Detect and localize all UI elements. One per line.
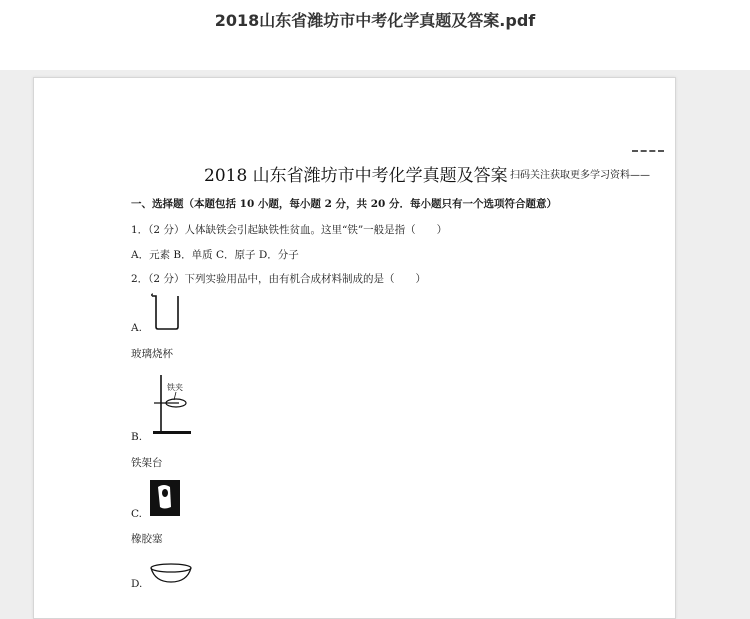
document-title: 2018 山东省潍坊市中考化学真题及答案 [204, 166, 508, 186]
qr-note: 扫码关注获取更多学习资料—— [510, 170, 650, 181]
option-b-letter: B. [131, 431, 143, 443]
header-dash-mark [632, 150, 664, 155]
question-2-stem: 2．（2 分）下列实验用品中，由有机合成材料制成的是（ ） [131, 273, 426, 285]
option-b-label: 铁架台 [131, 457, 163, 469]
option-a-letter: A. [131, 322, 142, 334]
viewer-header [0, 0, 750, 70]
pdf-page [33, 77, 676, 619]
option-c-label: 橡胶塞 [131, 533, 163, 545]
option-d-letter: D. [131, 578, 143, 590]
rubber-stopper-icon [149, 479, 181, 517]
iron-clamp-tag: 铁夹 [167, 383, 183, 392]
option-a-label: 玻璃烧杯 [131, 348, 173, 360]
question-1-options: A．元素 B．单质 C．原子 D．分子 [131, 249, 299, 261]
option-c-letter: C. [131, 508, 142, 520]
page-content [34, 78, 675, 618]
section-heading: 一、选择题（本题包括 10 小题，每小题 2 分，共 20 分．每小题只有一个选项符合题意） [131, 198, 557, 210]
iron-stand-icon [149, 372, 195, 438]
question-1-stem: 1．（2 分）人体缺铁会引起缺铁性贫血。这里“铁”一般是指（ ） [131, 224, 448, 236]
evaporating-dish-icon [149, 562, 193, 586]
beaker-icon [149, 292, 185, 332]
file-title: 2018山东省潍坊市中考化学真题及答案.pdf [214, 11, 536, 30]
